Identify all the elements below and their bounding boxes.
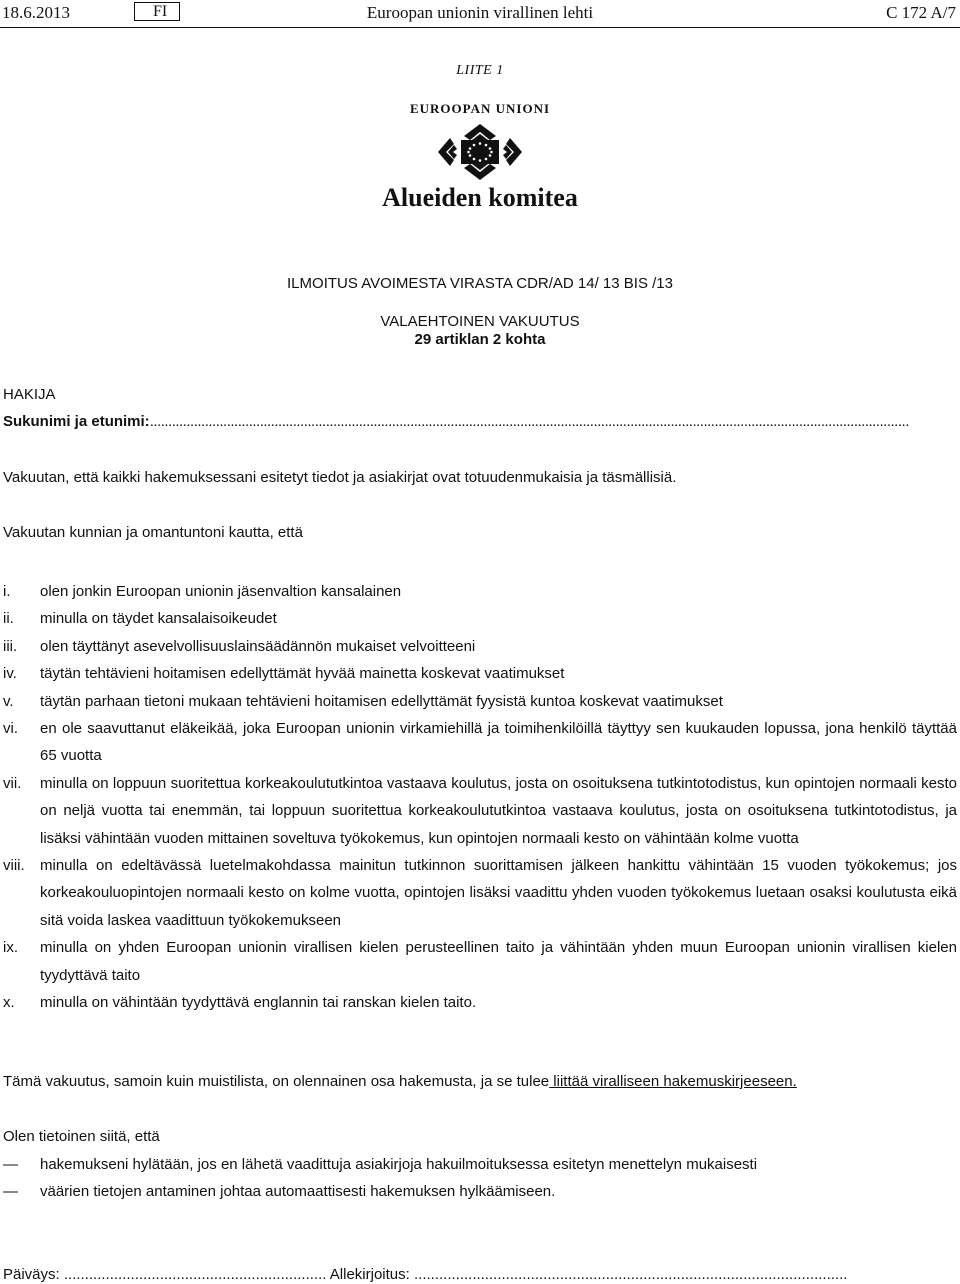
journal-reference: C 172 A/7 bbox=[886, 3, 956, 22]
list-item bbox=[3, 605, 957, 632]
organisation-parent: EUROOPAN UNIONI bbox=[409, 101, 551, 116]
list-item-number: viii. bbox=[3, 857, 25, 875]
list-item bbox=[3, 852, 957, 934]
list-item-text: täytän tehtävieni hoitamisen edellyttämät hyvää mainetta koskevat vaatimukset bbox=[40, 665, 565, 683]
applicant-name-label: Sukunimi ja etunimi: bbox=[3, 413, 150, 430]
list-item bbox=[3, 715, 957, 770]
list-item bbox=[3, 633, 957, 660]
consequence-text: hakemukseni hylätään, jos en lähetä vaadittuja asiakirjoja hakuilmoituksessa esitetyn menettelyn mukaisesti bbox=[40, 1156, 758, 1173]
awareness-intro: Olen tietoinen siitä, että bbox=[3, 1128, 160, 1145]
consequence-text: väärien tietojen antaminen johtaa automaattisesti hakemuksen hylkäämiseen. bbox=[40, 1183, 556, 1200]
applicant-name-field bbox=[3, 413, 955, 430]
signature-label: Allekirjoitus: bbox=[329, 1266, 410, 1283]
list-item-text: en ole saavuttanut eläkeikää, joka Euroopan unionin virkamiehillä ja toimihenkilöillä täyttyy sen kuukauden lopussa, jona henkilö täyttää 65 vuotta bbox=[40, 720, 957, 765]
list-item-number: iii. bbox=[3, 637, 18, 655]
list-item bbox=[3, 688, 957, 715]
list-item-number: iv. bbox=[3, 665, 17, 683]
list-item bbox=[3, 989, 957, 1016]
conditions-list bbox=[3, 578, 957, 1017]
header-divider bbox=[0, 27, 960, 28]
list-item-number: ix. bbox=[3, 939, 18, 957]
applicant-heading: HAKIJA bbox=[3, 386, 56, 403]
list-item-text: minulla on edeltävässä luetelmakohdassa mainitun tutkinnon suorittamisen jälkeen hankittu vähintään 15 vuoden työkokemus; jos korkeakouluopintojen normaali kesto on kolme vuotta, opintojen lisäksi vaadittu yhden vuoden työkokemus luetaan osaksi koulutusta eikä sitä voida laskea vaadittuun työkokemukseen bbox=[40, 857, 957, 929]
attachment-note bbox=[3, 1073, 797, 1090]
vacancy-notice-title: ILMOITUS AVOIMESTA VIRASTA CDR/AD 14/ 13 BIS /13 bbox=[287, 275, 673, 292]
list-item-number: ii. bbox=[3, 610, 14, 628]
organisation-name: Alueiden komitea bbox=[382, 183, 578, 212]
list-item-text: minulla on loppuun suoritettua korkeakoulututkintoa vastaava koulutus, josta on osoituksena tutkintotodistus, kun opintojen normaali kesto on neljä vuotta tai enemmän, tai loppuun suoritettua korkeakoulututkintoa vastaava koulutus, josta on osoituksena tutkintotodistus, ja lisäksi vähintään vuoden mittainen soveltuva työkokemus, kun opintojen normaali kesto on vähintään kolme vuotta bbox=[40, 774, 957, 847]
publication-date: 18.6.2013 bbox=[2, 3, 70, 22]
journal-header bbox=[0, 0, 960, 28]
list-item bbox=[3, 770, 957, 852]
list-item-number: vii. bbox=[3, 774, 22, 792]
committee-of-regions-logo-icon bbox=[436, 122, 524, 182]
list-item-text: olen täyttänyt asevelvollisuuslainsäädännön mukaiset velvoitteeni bbox=[40, 637, 476, 655]
list-item-number: v. bbox=[3, 692, 14, 710]
statement-honour: Vakuutan kunnian ja omantuntoni kautta, että bbox=[3, 524, 303, 541]
list-item-number: i. bbox=[3, 583, 11, 600]
date-label: Päiväys: bbox=[3, 1266, 60, 1283]
list-item bbox=[3, 660, 957, 687]
signature-line bbox=[3, 1266, 847, 1283]
annex-label: LIITE 1 bbox=[456, 63, 504, 78]
dash-marker: — bbox=[3, 1183, 18, 1200]
applicant-name-blank: ............................................................................................................................................................................................................... bbox=[149, 413, 909, 430]
list-item-number: vi. bbox=[3, 720, 18, 738]
list-item-text: täytän parhaan tietoni mukaan tehtävieni hoitamisen edellyttämät fyysistä kuntoa koskevat vaatimukset bbox=[40, 692, 723, 710]
article-reference: 29 artiklan 2 kohta bbox=[414, 331, 546, 348]
attachment-note-text: Tämä vakuutus, samoin kuin muistilista, on olennainen osa hakemusta, ja se tulee bbox=[3, 1073, 550, 1090]
journal-title: Euroopan unionin virallinen lehti bbox=[366, 3, 594, 22]
list-item-text: minulla on vähintään tyydyttävä englannin tai ranskan kielen taito. bbox=[40, 994, 477, 1012]
signature-blank: ........................................................................................................ bbox=[413, 1266, 848, 1283]
statement-accuracy: Vakuutan, että kaikki hakemuksessani esitetyt tiedot ja asiakirjat ovat totuudenmukaisia ja täsmällisiä. bbox=[3, 469, 677, 486]
language-code-box: FI bbox=[134, 2, 180, 21]
list-item-text: olen jonkin Euroopan unionin jäsenvaltion kansalainen bbox=[40, 583, 402, 600]
list-item bbox=[3, 578, 957, 605]
list-item-text: minulla on yhden Euroopan unionin virallisen kielen perusteellinen taito ja vähintään yhden muun Euroopan unionin virallisen kielen tyydyttävä taito bbox=[40, 939, 957, 984]
date-blank: ............................................................... bbox=[63, 1266, 327, 1283]
list-item-number: x. bbox=[3, 994, 15, 1012]
list-item-text: minulla on täydet kansalaisoikeudet bbox=[40, 610, 277, 628]
dash-marker: — bbox=[3, 1156, 18, 1173]
list-item bbox=[3, 934, 957, 989]
attachment-note-underlined: liittää viralliseen hakemuskirjeeseen. bbox=[549, 1073, 797, 1090]
declaration-title: VALAEHTOINEN VAKUUTUS bbox=[380, 313, 580, 330]
